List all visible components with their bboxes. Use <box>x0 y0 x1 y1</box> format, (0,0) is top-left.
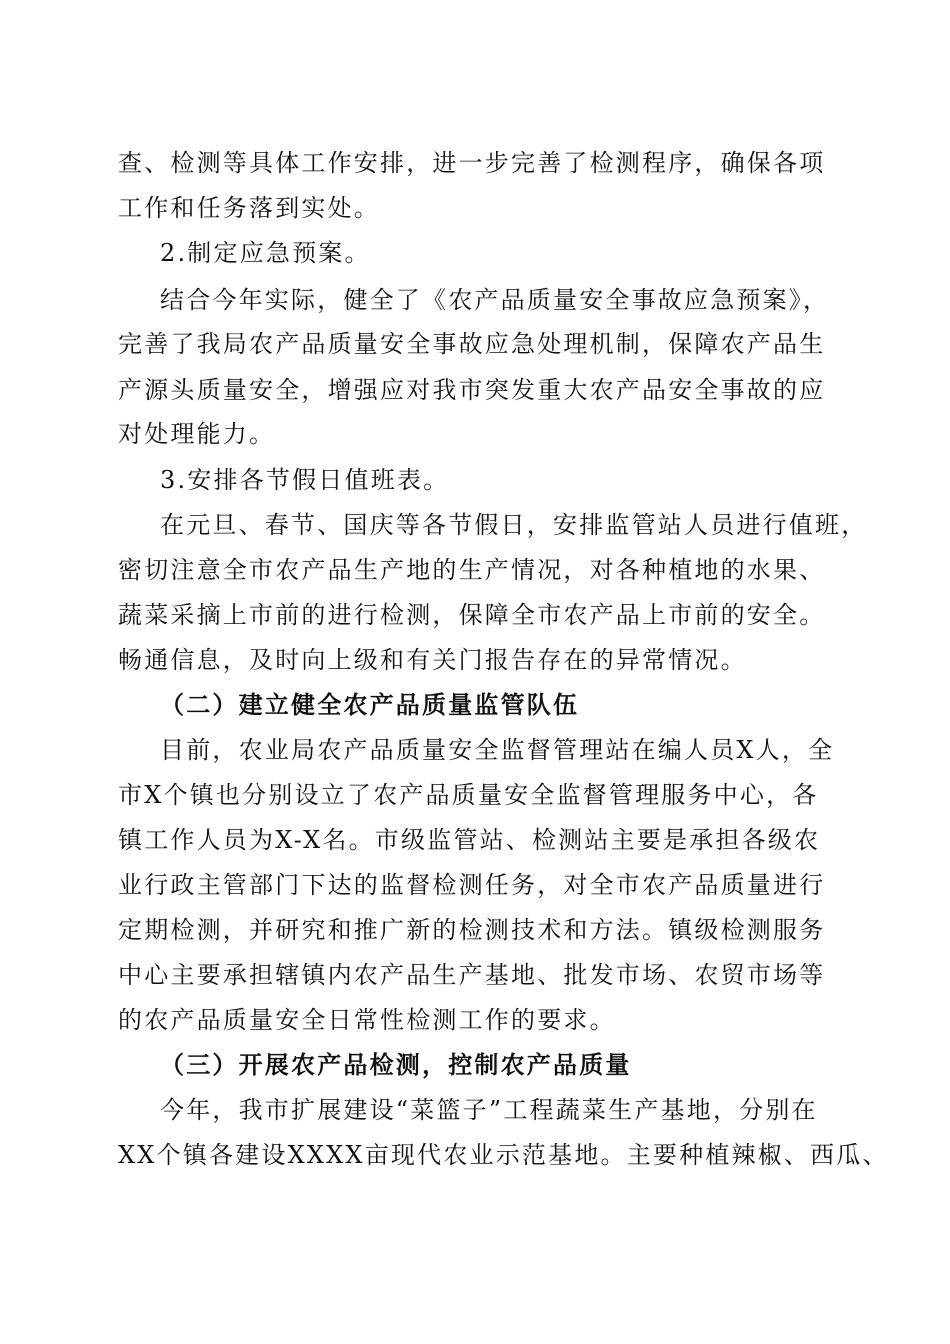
subsection-title: 2.制定应急预案。 <box>160 239 371 267</box>
paragraph-line: 蔬菜采摘上市前的进行检测，保障全市农产品上市前的安全。 <box>118 601 826 629</box>
subsection-title: 3.安排各节假日值班表。 <box>160 466 450 494</box>
paragraph-line: 结合今年实际，健全了《农产品质量安全事故应急预案》， <box>160 286 830 314</box>
paragraph-line: 工作和任务落到实处。 <box>118 194 380 222</box>
paragraph-line: 在元旦、春节、国庆等各节假日，安排监管站人员进行值班， <box>160 511 868 539</box>
paragraph-line: 市X个镇也分别设立了农产品质量安全监督管理服务中心，各 <box>118 781 819 809</box>
paragraph-line: 的农产品质量安全日常性检测工作的要求。 <box>118 1006 616 1034</box>
paragraph-line: 业行政主管部门下达的监督检测任务，对全市农产品质量进行 <box>118 871 826 899</box>
paragraph-line: 今年，我市扩展建设“菜篮子”工程蔬菜生产基地，分别在 <box>160 1096 818 1124</box>
paragraph-line: 中心主要承担辖镇内农产品生产基地、批发市场、农贸市场等 <box>118 961 826 989</box>
paragraph-line: 完善了我局农产品质量安全事故应急处理机制，保障农产品生 <box>118 330 826 358</box>
paragraph-line: 畅通信息，及时向上级和有关门报告存在的异常情况。 <box>118 646 747 674</box>
paragraph-line: 目前，农业局农产品质量安全监督管理站在编人员X人，全 <box>160 736 835 764</box>
paragraph-line: 定期检测，并研究和推广新的检测技术和方法。镇级检测服务 <box>118 916 826 944</box>
section-heading: （二）建立健全农产品质量监管队伍 <box>160 690 580 719</box>
paragraph-line: 镇工作人员为X-X名。市级监管站、检测站主要是承担各级农 <box>118 826 821 854</box>
paragraph-line: 密切注意全市农产品生产地的生产情况，对各种植地的水果、 <box>118 556 826 584</box>
paragraph-line: 对处理能力。 <box>118 420 276 448</box>
paragraph-line: 产源头质量安全，增强应对我市突发重大农产品安全事故的应 <box>118 376 826 404</box>
section-heading: （三）开展农产品检测，控制农产品质量 <box>160 1050 632 1079</box>
paragraph-line: 查、检测等具体工作安排，进一步完善了检测程序，确保各项 <box>118 149 826 177</box>
paragraph-line: XX个镇各建设XXXX亩现代农业示范基地。主要种植辣椒、西瓜、 <box>118 1141 889 1169</box>
